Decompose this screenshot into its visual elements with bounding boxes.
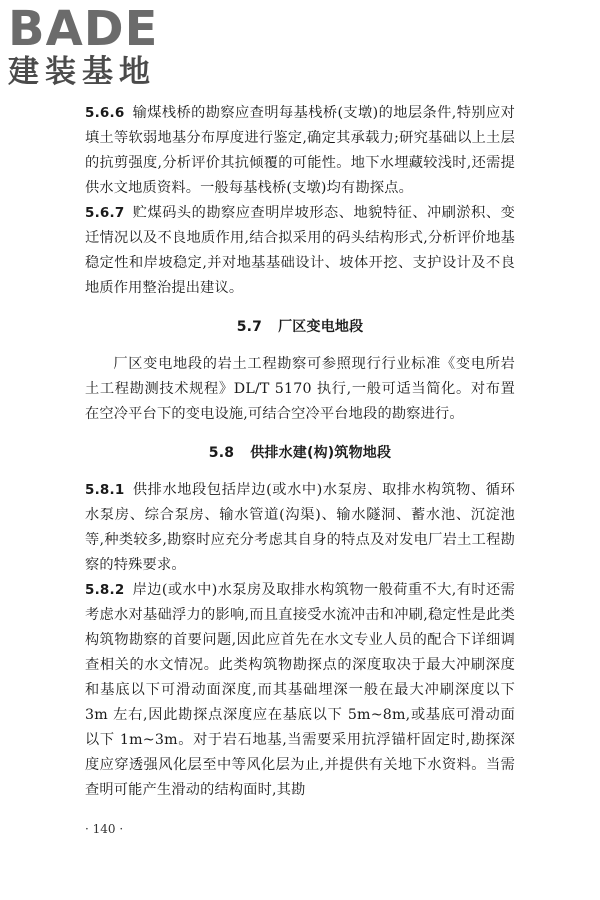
clause-5-6-6 bbox=[85, 101, 515, 201]
section-heading-5-7 bbox=[85, 315, 515, 340]
bade-logo bbox=[8, 1, 159, 90]
section-heading-5-8 bbox=[85, 441, 515, 466]
paragraph-5-7: 厂区变电地段的岩土工程勘察可参照现行行业标准《变电所岩土工程勘测技术规程》DL/T 5170 执行,一般可适当简化。对布置在空冷平台下的变电设施,可结合空冷平台地段的勘察进行。 bbox=[85, 356, 515, 422]
clause-text: 岸边(或水中)水泵房及取排水构筑物一般荷重不大,有时还需考虑水对基础浮力的影响,而且直接受水流冲击和冲刷,稳定性是此类构筑物勘察的首要问题,因此应首先在水文专业人员的配合下详细调查相关的水文情况。此类构筑物勘探点的深度取决于最大冲刷深度和基底以下可滑动面深度,而其基础埋深一般在最大冲刷深度以下 3m 左右,因此勘探点深度应在基底以下 5m~8m,或基底可滑动面以下 1m~3m。对于岩石地基,当需要采用抗浮锚杆固定时,勘探深度应穿透强风化层至中等风化层为止,并提供有关地下水资料。当需查明可能产生滑动的结构面时,其勘 bbox=[85, 582, 515, 798]
section-title: 厂区变电地段 bbox=[278, 319, 364, 335]
logo-subtitle: 建装基地 bbox=[8, 54, 156, 90]
clause-text: 输煤栈桥的勘察应查明每基栈桥(支墩)的地层条件,特别应对填土等软弱地基分布厚度进行鉴定,确定其承载力;研究基础以上土层的抗剪强度,分析评价其抗倾覆的可能性。地下水埋藏较浅时,还需提供水文地质资料。一般每基栈桥(支墩)均有勘探点。 bbox=[85, 105, 515, 196]
document-body bbox=[85, 101, 515, 803]
clause-number: 5.6.6 bbox=[85, 105, 125, 121]
page-number: · 140 · bbox=[85, 822, 124, 836]
logo-wordmark: BADE bbox=[8, 1, 159, 57]
clause-text: 供排水地段包括岸边(或水中)水泵房、取排水构筑物、循环水泵房、综合泵房、输水管道(沟渠)、输水隧洞、蓄水池、沉淀池等,种类较多,勘察时应充分考虑其自身的特点及对发电厂岩土工程勘察的特殊要求。 bbox=[85, 482, 515, 573]
section-title: 供排水建(构)筑物地段 bbox=[250, 445, 392, 461]
clause-5-8-1 bbox=[85, 478, 515, 578]
clause-number: 5.6.7 bbox=[85, 205, 125, 221]
section-number: 5.8 bbox=[208, 445, 235, 461]
clause-number: 5.8.1 bbox=[85, 482, 125, 498]
clause-number: 5.8.2 bbox=[85, 582, 125, 598]
clause-text: 贮煤码头的勘察应查明岸坡形态、地貌特征、冲刷淤积、变迁情况以及不良地质作用,结合拟采用的码头结构形式,分析评价地基稳定性和岸坡稳定,并对地基基础设计、坡体开挖、支护设计及不良地质作用整治提出建议。 bbox=[85, 205, 515, 296]
clause-5-6-7 bbox=[85, 201, 515, 301]
section-number: 5.7 bbox=[236, 319, 263, 335]
clause-5-8-2 bbox=[85, 578, 515, 803]
